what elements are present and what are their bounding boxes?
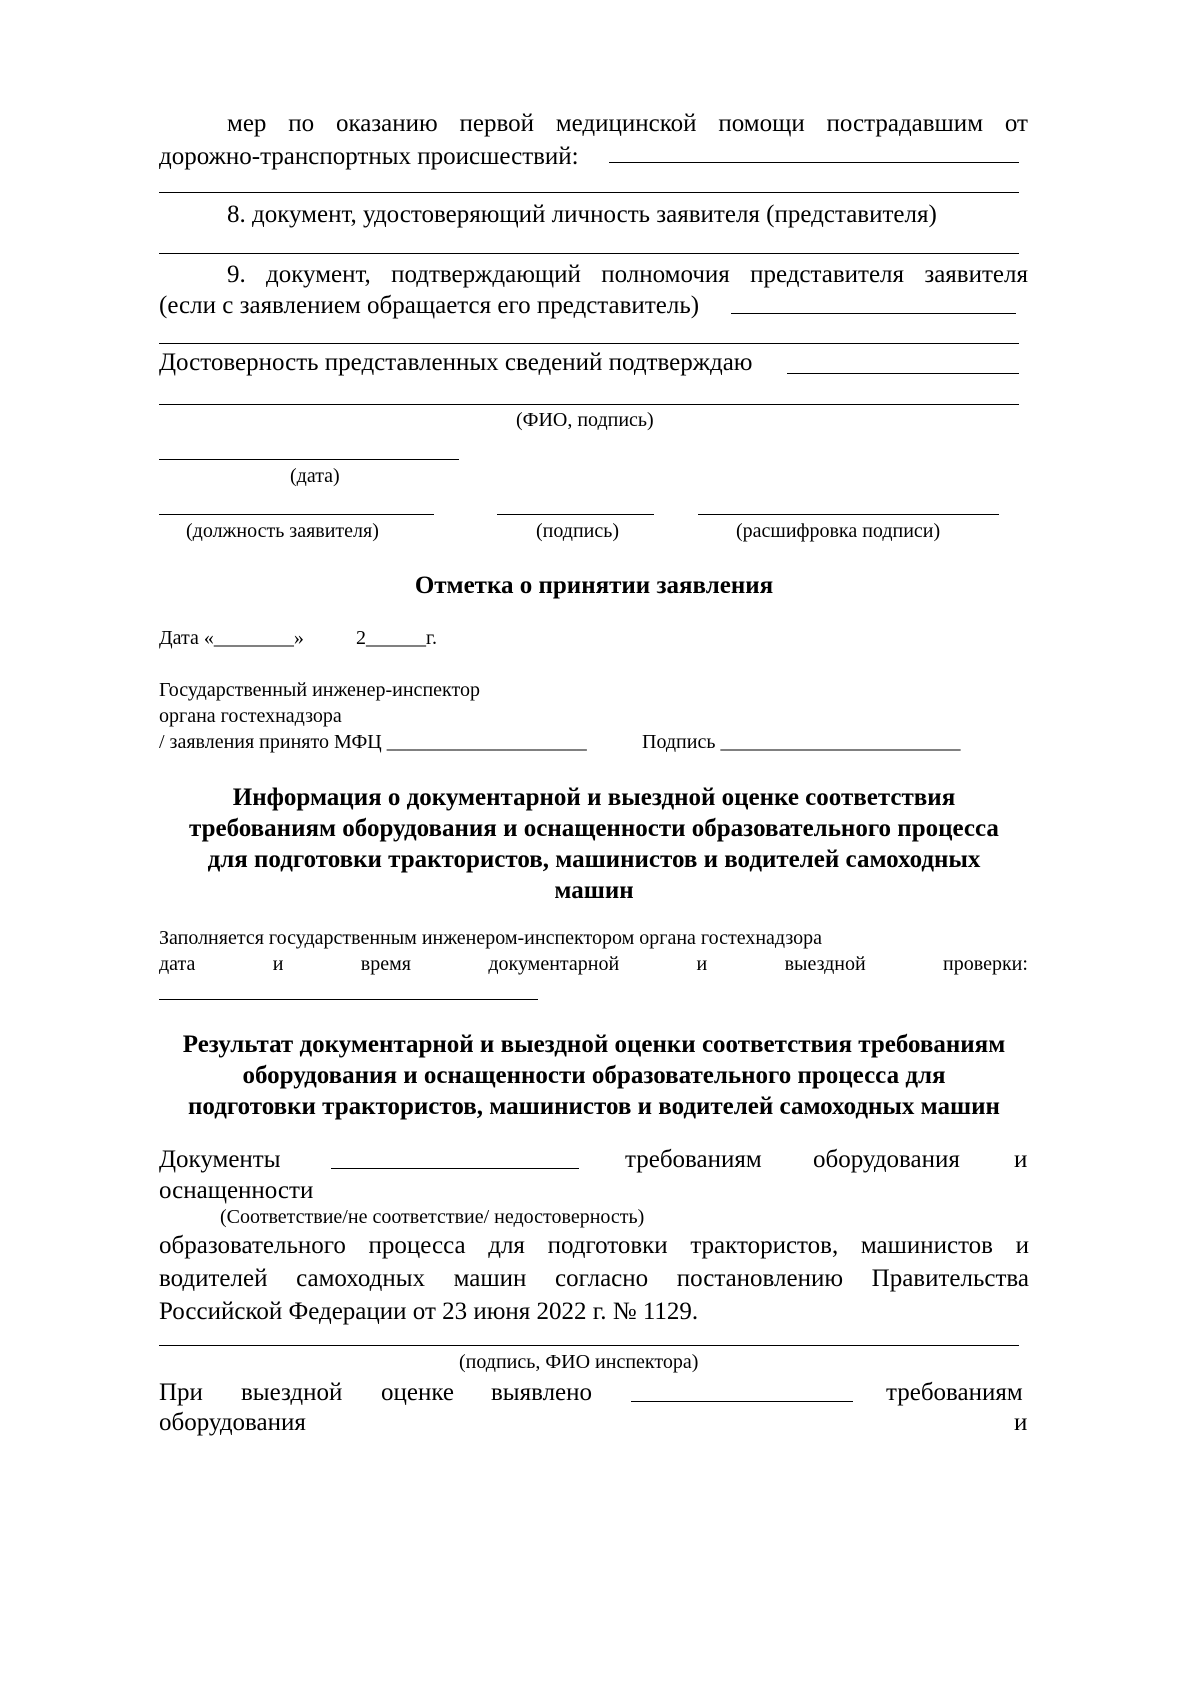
caption-decoding: (расшифровка подписи) xyxy=(736,520,941,542)
blank-line xyxy=(609,162,1019,163)
word: подтверждающий xyxy=(391,261,581,288)
blank-line xyxy=(497,514,654,515)
word: время xyxy=(360,953,411,975)
blank-line xyxy=(159,1345,1019,1346)
acceptance-date: Дата «________» xyxy=(159,627,304,649)
blank-line xyxy=(159,999,538,1000)
p9-line2: (если с заявлением обращается его представитель) xyxy=(159,292,700,319)
info-title-line2: требованиям оборудования и оснащенности образовательного процесса xyxy=(189,815,999,842)
word: помощи xyxy=(718,110,805,137)
word: документ, xyxy=(266,261,371,288)
acceptance-title: Отметка о принятии заявления xyxy=(414,572,774,599)
docs-equipment-word: оснащенности xyxy=(159,1177,314,1204)
word: полномочия xyxy=(601,261,730,288)
equip-and: и xyxy=(1014,1409,1028,1436)
acceptance-sign: Подпись ________________________ xyxy=(642,731,961,753)
found-word-4: выявлено xyxy=(491,1379,593,1406)
result-body: образовательного процесса для подготовки трактористов, машинистов и водителей самоходных машин согласно постановлению Правительства Российской Федерации от 23 июня 2022 г. № 1129. xyxy=(159,1232,1029,1325)
word: медицинской xyxy=(555,110,697,137)
found-word-1: При xyxy=(159,1379,203,1406)
word: и xyxy=(272,953,284,975)
caption-signature: (подпись) xyxy=(536,520,620,542)
result-title-line2: оборудования и оснащенности образовательного процесса для xyxy=(242,1062,946,1089)
caption-date: (дата) xyxy=(290,465,340,487)
found-word-3: оценке xyxy=(381,1379,454,1406)
p9-line1 xyxy=(227,258,1028,291)
acceptance-year: 2______г. xyxy=(356,627,437,649)
equip-word: оборудования xyxy=(159,1409,306,1436)
found-word-5: требованиям xyxy=(886,1379,1023,1406)
word: оказанию xyxy=(335,110,438,137)
word: дата xyxy=(159,953,196,975)
info-title-line1: Информация о документарной и выездной оценке соответствия xyxy=(232,784,956,811)
date-time-line xyxy=(159,951,1028,977)
blank-line xyxy=(159,514,434,515)
p1-line2: дорожно-транспортных происшествий: xyxy=(159,143,579,170)
docs-req: требованиям xyxy=(625,1146,762,1173)
word: документарной xyxy=(488,953,620,975)
inspector-line2: органа гостехнадзора xyxy=(159,705,342,727)
p1-line1 xyxy=(227,107,1028,140)
blank-line xyxy=(631,1401,853,1402)
confirm-text: Достоверность представленных сведений подтверждаю xyxy=(159,349,753,376)
blank-line xyxy=(159,343,1019,344)
blank-line xyxy=(159,253,1019,254)
word: первой xyxy=(459,110,535,137)
word: представителя xyxy=(750,261,905,288)
word: мер xyxy=(227,110,267,137)
docs-and: и xyxy=(1014,1146,1028,1173)
blank-line xyxy=(159,404,1019,405)
filled-by: Заполняется государственным инженером-инспектором органа гостехнадзора xyxy=(159,927,822,949)
item-8: 8. документ, удостоверяющий личность заявителя (представителя) xyxy=(227,201,937,228)
docs-word: Документы xyxy=(159,1146,281,1173)
word: заявителя xyxy=(924,261,1028,288)
word: выездной xyxy=(784,953,866,975)
found-word-2: выездной xyxy=(241,1379,343,1406)
inspector-line3: / заявления принято МФЦ ____________________ xyxy=(159,731,587,753)
docs-equip: оборудования xyxy=(813,1146,960,1173)
result-title-line1: Результат документарной и выездной оценки соответствия требованиям xyxy=(182,1031,1006,1058)
inspector-caption: (подпись, ФИО инспектора) xyxy=(459,1351,699,1373)
info-title-line3: для подготовки трактористов, машинистов и водителей самоходных xyxy=(207,846,981,873)
blank-line xyxy=(331,1168,579,1169)
word: и xyxy=(696,953,708,975)
blank-line xyxy=(698,514,999,515)
blank-line xyxy=(159,459,459,460)
word: по xyxy=(288,110,315,137)
word: проверки: xyxy=(943,953,1028,975)
caption-position: (должность заявителя) xyxy=(186,520,379,542)
blank-line xyxy=(731,313,1016,314)
word: пострадавшим xyxy=(826,110,984,137)
word: 9. xyxy=(227,261,246,288)
status-caption: (Соответствие/не соответствие/ недостоверность) xyxy=(220,1206,645,1228)
blank-line xyxy=(787,373,1019,374)
blank-line xyxy=(159,192,1019,193)
inspector-line1: Государственный инженер-инспектор xyxy=(159,679,480,701)
caption-fio-sign: (ФИО, подпись) xyxy=(516,409,654,431)
info-title-line4: машин xyxy=(554,877,634,904)
word: от xyxy=(1004,110,1028,137)
result-title-line3: подготовки трактористов, машинистов и водителей самоходных машин xyxy=(188,1093,1000,1120)
